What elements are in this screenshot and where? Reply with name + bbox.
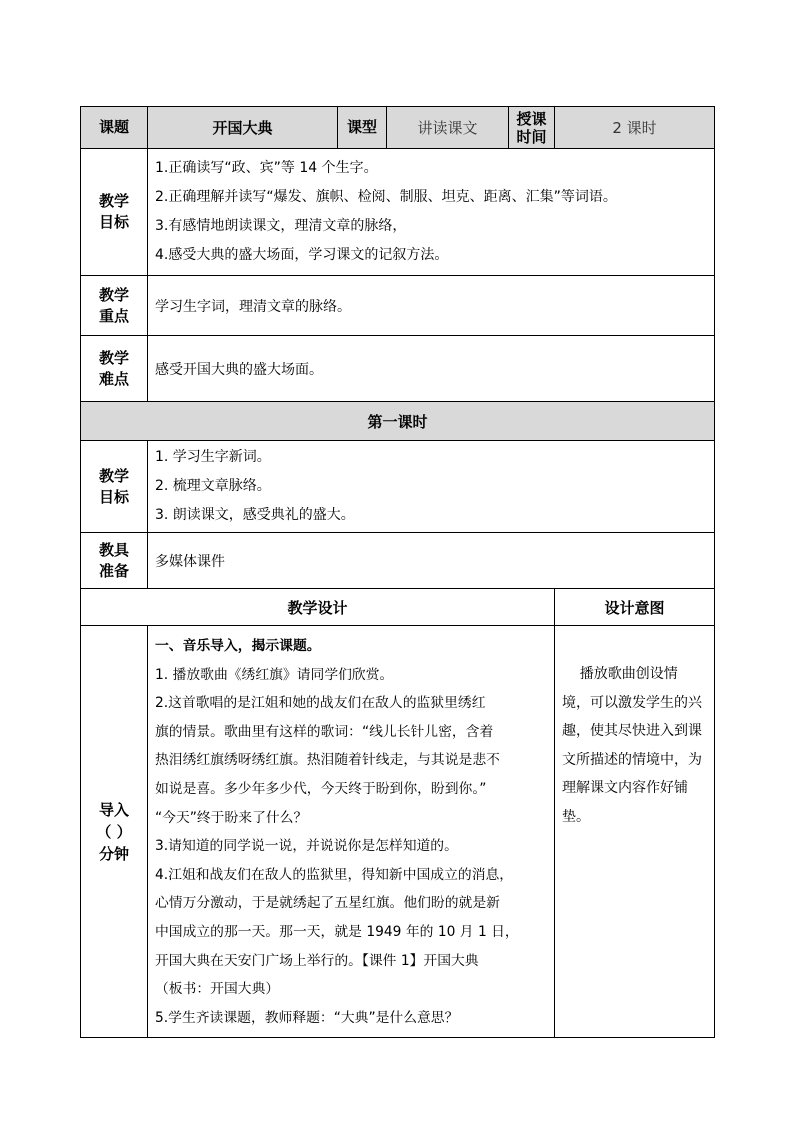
lesson1-goals-label-line-1: 教学 [98, 466, 129, 485]
type-value: 讲读课文 [387, 107, 509, 149]
intro-line: 开国大典在天安门广场上举行的。【课件 1】开国大典 [155, 952, 479, 969]
intro-line: 2.这首歌唱的是江姐和她的战友们在敌人的监狱里绣红 [155, 695, 486, 712]
tools-value: 多媒体课件 [148, 533, 715, 589]
goals-label [81, 149, 148, 276]
goal-line: 3.有感情地朗读课文，理清文章的脉络， [155, 218, 407, 234]
intent-header: 设计意图 [555, 589, 715, 626]
lesson-plan [80, 106, 714, 1038]
goal-line: 1.正确读写“政、宾”等 14 个生字。 [155, 160, 378, 176]
lesson-plan-table [80, 106, 715, 1038]
tools-label [81, 533, 148, 589]
difficulties-label-line-2: 难点 [98, 369, 129, 388]
goals-row [81, 149, 715, 276]
lesson1-goal-line: 2. 梳理文章脉络。 [155, 478, 271, 494]
topic-label: 课题 [81, 107, 148, 149]
intro-line: 3.请知道的同学说一说，并说说你是怎样知道的。 [155, 838, 458, 855]
goals-content [148, 149, 715, 276]
tools-label-line-2: 准备 [98, 561, 129, 580]
difficulties-label-line-1: 教学 [98, 348, 129, 367]
intro-line: 热泪绣红旗绣呀绣红旗。热泪随着针线走，与其说是悲不 [155, 752, 500, 769]
intent-line: 理解课文内容作好铺 [562, 780, 688, 797]
intro-label [81, 626, 148, 1038]
intro-row [81, 626, 715, 1038]
intro-line: 如说是喜。多少年多少代，今天终于盼到你，盼到你。” [155, 780, 487, 797]
intent-line: 境，可以激发学生的兴 [562, 694, 702, 711]
intro-line: 1. 播放歌曲《绣红旗》请同学们欣赏。 [155, 666, 394, 683]
goal-line: 4.感受大典的盛大场面，学习课文的记叙方法。 [155, 247, 449, 263]
tools-row [81, 533, 715, 589]
time-label [509, 107, 555, 149]
goals-label-line-2: 目标 [98, 213, 129, 231]
time-label-line-1: 授课 [516, 109, 547, 128]
intro-design-content [148, 626, 555, 1038]
intent-line: 垫。 [562, 808, 590, 825]
intro-line: 中国成立的那一天。那一天，就是 1949 年的 10 月 1 日， [155, 923, 519, 940]
lesson1-goal-line: 1. 学习生字新词。 [155, 449, 271, 465]
intent-line: 趣，使其尽快进入到课 [562, 723, 702, 740]
goals-label-line-1: 教学 [98, 192, 129, 210]
lesson1-heading: 第一课时 [81, 402, 715, 441]
design-header: 教学设计 [81, 589, 555, 626]
difficulties-row [81, 336, 715, 402]
intent-line: 播放歌曲创设情 [562, 666, 678, 682]
intro-section-title: 一、音乐导入，揭示课题。 [155, 638, 321, 654]
topic-value: 开国大典 [148, 107, 338, 149]
difficulties-label [81, 336, 148, 402]
key-points-label-line-1: 教学 [98, 285, 129, 304]
key-points-text: 学习生字词，理清文章的脉络。 [148, 276, 715, 336]
lesson1-goals-label-line-2: 目标 [98, 487, 129, 506]
lesson1-goals-label [81, 441, 148, 533]
intro-label-line-3: 分钟 [98, 844, 129, 863]
time-value: 2 课时 [555, 107, 715, 149]
difficulties-text: 感受开国大典的盛大场面。 [148, 336, 715, 402]
header-row [81, 107, 715, 149]
intro-label-line-2: （ ） [96, 822, 132, 841]
intro-line: 心情万分激动，于是就绣起了五星红旗。他们盼的就是新 [155, 895, 500, 912]
intro-line: （板书：开国大典） [155, 981, 280, 998]
intro-label-line-1: 导入 [98, 800, 129, 819]
goal-line: 2.正确理解并读写“爆发、旗帜、检阅、制服、坦克、距离、汇集”等词语。 [155, 189, 617, 205]
lesson1-goal-line: 3. 朗读课文，感受典礼的盛大。 [155, 507, 355, 523]
type-label: 课型 [338, 107, 387, 149]
intro-line: 4.江姐和战友们在敌人的监狱里，得知新中国成立的消息， [155, 866, 514, 883]
tools-label-line-1: 教具 [98, 540, 129, 559]
lesson1-goals-content [148, 441, 715, 533]
key-points-row [81, 276, 715, 336]
key-points-label-line-2: 重点 [98, 306, 129, 325]
design-header-row [81, 589, 715, 626]
lesson1-goals-row [81, 441, 715, 533]
key-points-label [81, 276, 148, 336]
intro-line: 旗的情景。歌曲里有这样的歌词：“线儿长针儿密，含着 [155, 723, 494, 740]
intro-line: “今天”终于盼来了什么？ [155, 809, 308, 826]
intro-line: 5.学生齐读课题，教师释题：“大典”是什么意思？ [155, 1009, 459, 1026]
time-label-line-2: 时间 [516, 127, 547, 146]
intro-intent-content [555, 626, 715, 1038]
lesson1-heading-row [81, 402, 715, 441]
intent-line: 文所描述的情境中，为 [562, 751, 702, 768]
